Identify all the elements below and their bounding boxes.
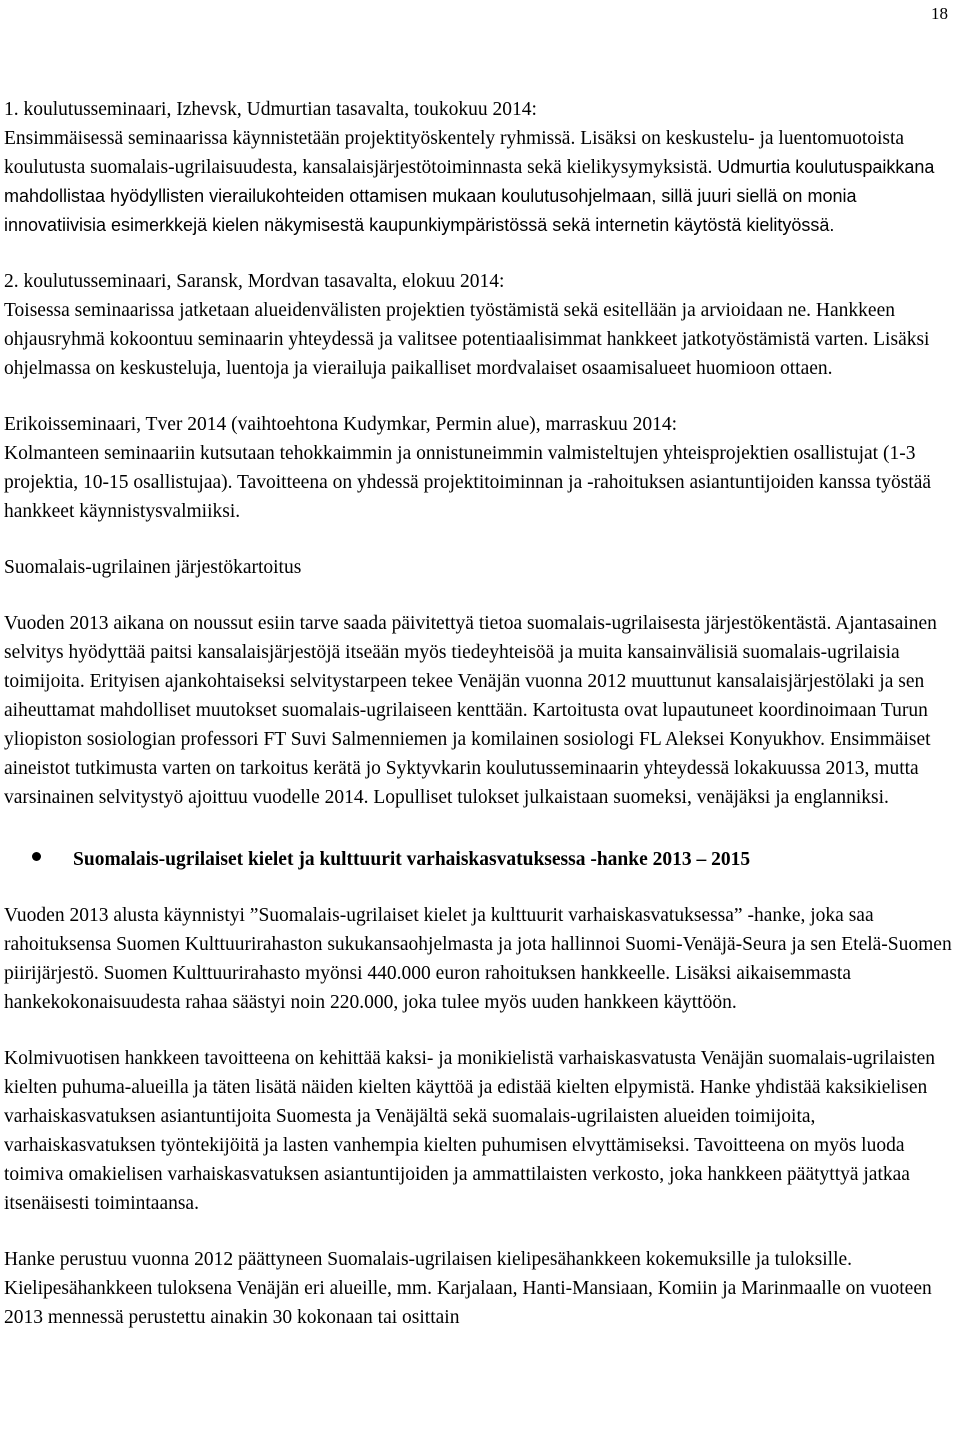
bullet-icon <box>32 852 41 861</box>
project-background-paragraph: Hanke perustuu vuonna 2012 päättyneen Suomalais-ugrilaisen kielipesähankkeen kokemuksille ja tuloksille. Kielipesähankkeen tuloksena Venäjän eri alueille, mm. Karjalaan, Hanti-Mansiaan, Komiin ja Marinmaalle on vuoteen 2013 mennessä perustettu ainakin 30 kokonaan tai osittain <box>4 1249 932 1328</box>
project-intro-paragraph: Vuoden 2013 alusta käynnistyi ”Suomalais-ugrilaiset kielet ja kulttuurit varhaiskasvatuksessa” -hanke, joka saa rahoituksensa Suomen Kulttuurirahaston sukukansaohjelmasta ja jota hallinnoi Suomi-Venäjä-Seura ja sen Etelä-Suomen piirijärjestö. Suomen Kulttuurirahasto myönsi 440.000 euron rahoituksen hankkeelle. Lisäksi aikaisemmasta hankekokonaisuudesta rahaa säästyi noin 220.000, joka tulee myös uuden hankkeen käyttöön. <box>4 905 952 1013</box>
seminar-2-paragraph: Toisessa seminaarissa jatketaan alueidenvälisten projektien työstämistä sekä esitellään ja arvioidaan ne. Hankkeen ohjausryhmä kokoontuu seminaarin yhteydessä ja valitsee potentiaalisimmat hankkeet jatkotyöstämistä varten. Lisäksi ohjelmassa on keskusteluja, luentoja ja vierailuja paikalliset mordvalaiset osaamisalueet huomioon ottaen. <box>4 300 930 379</box>
project-bullet <box>32 845 954 874</box>
seminar-1-text: Ensimmäisessä seminaarissa käynnistetään projektityöskentely ryhmissä. Lisäksi on keskustelu- ja luentomuotoista koulutusta suomalais-ugrilaisuudesta, kansalaisjärjestötoiminnasta sekä kielikysymyksistä. <box>4 128 905 178</box>
project-goal-paragraph: Kolmivuotisen hankkeen tavoitteena on kehittää kaksi- ja monikielistä varhaiskasvatusta Venäjän suomalais-ugrilaisten kielten puhuma-alueilla ja täten lisätä näiden kielten käyttöä ja edistää kielten elpymistä. Hanke yhdistää kaksikielisen varhaiskasvatuksen asiantuntijoita Suomesta ja Venäjältä sekä suomalais-ugrilaisten alueiden toimijoita, varhaiskasvatuksen työntekijöitä ja lasten vanhempia kielten puhumisen elvyttämiseksi. Tavoitteena on myös luoda toimiva omakielisen varhaiskasvatuksen asiantuntijoiden ja ammattilaisten verkosto, joka hankkeen päätyttyä jatkaa itsenäisesti toimintaansa. <box>4 1048 936 1214</box>
seminar-1-text-sans: Udmurtia koulutuspaikkana mahdollistaa hyödyllisten vierailukohteiden ottamisen mukaan koulutusohjelmaan, sillä juuri siellä on monia innovatiivisia esimerkkejä kielen näkymisestä kaupunkiympäristössä sekä internetin käytöstä kielityössä. <box>4 157 935 235</box>
seminar-1-paragraph <box>4 124 954 240</box>
page-number: 18 <box>931 4 948 23</box>
mapping-heading: Suomalais-ugrilainen järjestökartoitus <box>4 557 302 578</box>
document-body <box>4 95 954 1332</box>
special-seminar-paragraph: Kolmanteen seminaariin kutsutaan tehokkaimmin ja onnistuneimmin valmisteltujen yhteisprojektien osallistujat (1-3 projektia, 10-15 osallistujaa). Tavoitteena on yhdessä projektitoiminnan ja -rahoituksen asiantuntijoiden kanssa työstää hankkeet käynnistysvalmiiksi. <box>4 443 932 522</box>
seminar-2-heading: 2. koulutusseminaari, Saransk, Mordvan tasavalta, elokuu 2014: <box>4 271 505 292</box>
mapping-paragraph: Vuoden 2013 aikana on noussut esiin tarve saada päivitettyä tietoa suomalais-ugrilaisesta järjestökentästä. Ajantasainen selvitys hyödyttää paitsi kansalaisjärjestöjä itseään myös tiedeyhteisöä ja muita kansainvälisiä suomalais-ugrilaisia toimijoita. Erityisen ajankohtaiseksi selvitystarpeen tekee Venäjän vuonna 2012 muuttunut kansalaisjärjestölaki ja sen aiheuttamat mahdolliset muutokset suomalais-ugrilaiseen kenttään. Kartoitusta ovat lupautuneet koordinoimaan Turun yliopiston sosiologian professori FT Suvi Salmenniemen ja komilainen sosiologi FL Aleksei Konyukhov. Ensimmäiset aineistot tutkimusta varten on tarkoitus kerätä jo Syktyvkarin koulutusseminaarin yhteydessä lokakuussa 2013, mutta varsinainen selvitystyö ajoittuu vuodelle 2014. Lopulliset tulokset julkaistaan suomeksi, venäjäksi ja englanniksi. <box>4 613 937 808</box>
project-heading: Suomalais-ugrilaiset kielet ja kulttuurit varhaiskasvatuksessa -hanke 2013 – 2015 <box>73 849 751 870</box>
seminar-1-heading: 1. koulutusseminaari, Izhevsk, Udmurtian tasavalta, toukokuu 2014: <box>4 99 537 120</box>
special-seminar-heading: Erikoisseminaari, Tver 2014 (vaihtoehtona Kudymkar, Permin alue), marraskuu 2014: <box>4 414 678 435</box>
